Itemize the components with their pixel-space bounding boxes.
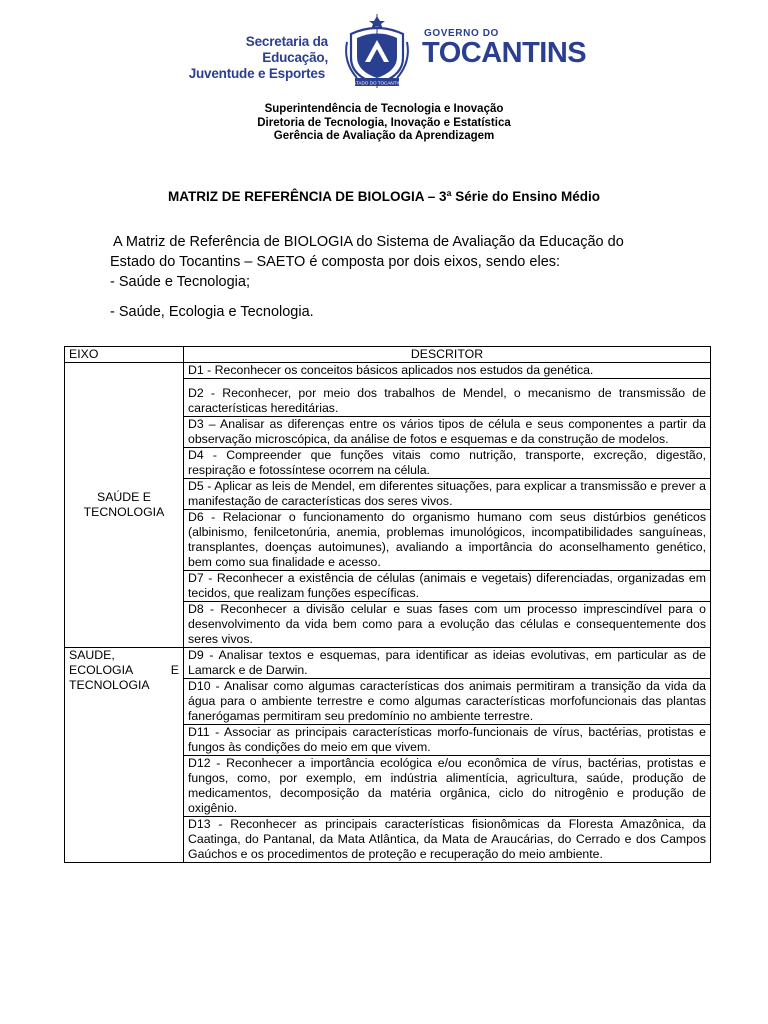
secretaria-line-2: Juventude e Esportes <box>188 66 325 81</box>
subheading-diretoria: Diretoria de Tecnologia, Inovação e Estatística <box>257 116 511 129</box>
table-header-row <box>65 347 711 363</box>
table-row <box>65 648 711 679</box>
descriptor-d8: D8 - Reconhecer a divisão celular e suas fases com um processo imprescindível para o desenvolvimento da vida bem como para a evolução das células e consequentemente dos seres vivos. <box>184 602 711 648</box>
descriptor-d9: D9 - Analisar textos e esquemas, para identificar as ideias evolutivas, em particular as de Lamarck e de Darwin. <box>184 648 711 679</box>
descriptor-d1: D1 - Reconhecer os conceitos básicos aplicados nos estudos da genética. <box>184 363 711 379</box>
eixo-saude-ecologia-tecnologia: SAUDE, ECOLOGIA E TECNOLOGIA <box>65 648 184 863</box>
intro-section <box>110 232 670 322</box>
descriptor-d7: D7 - Reconhecer a existência de células (animais e vegetais) diferenciadas, organizadas em tecidos, que realizam funções específicas. <box>184 571 711 602</box>
descriptor-d2: D2 - Reconhecer, por meio dos trabalhos de Mendel, o mecanismo de transmissão de características hereditárias. <box>184 379 711 417</box>
subheading-gerencia: Gerência de Avaliação da Aprendizagem <box>273 130 495 142</box>
tocantins-crest-icon <box>343 12 411 88</box>
department-subheadings <box>0 103 768 144</box>
crest-text: ESTADO DO TOCANTINS <box>349 80 405 86</box>
table-row <box>65 363 711 379</box>
column-header-descritor: DESCRITOR <box>184 347 711 363</box>
letterhead <box>0 10 768 90</box>
eixo-saude-tecnologia: SAÚDE E TECNOLOGIA <box>65 363 184 648</box>
descriptor-d12: D12 - Reconhecer a importância ecológica e/ou econômica de vírus, bactérias, protistas e fungos, como, por exemplo, em indústria alimentícia, agricultura, saúde, produção de medicamentos, decomposição da matéria orgânica, ciclo do nitrogênio e produção de oxigênio. <box>184 756 711 817</box>
intro-item-2: - Saúde, Ecologia e Tecnologia. <box>110 304 314 320</box>
descriptor-d3: D3 – Analisar as diferenças entre os vários tipos de célula e seus componentes a partir da observação microscópica, da análise de fotos e esquemas e da construção de modelos. <box>184 417 711 448</box>
tocantins-label: TOCANTINS <box>422 37 587 69</box>
intro-paragraph: A Matriz de Referência de BIOLOGIA do Sistema de Avaliação da Educação do Estado do Tocantins – SAETO é composta por dois eixos, sendo eles: <box>110 234 624 270</box>
descriptor-d6: D6 - Relacionar o funcionamento do organismo humano com seus distúrbios genéticos (albinismo, fenilcetonúria, anemia, problemas imunológicos, incompatibilidades sanguíneas, transplantes, doenças autoimunes), avaliando a importância do aconselhamento genético, bem como sua finalidade e acesso. <box>184 510 711 571</box>
descriptor-d10: D10 - Analisar como algumas características dos animais permitiram a transição da vida da água para o ambiente terrestre e como algumas características morfofuncionais das plantas fanerógamas permitiram seu predomínio no ambiente terrestre. <box>184 679 711 725</box>
reference-matrix-table <box>64 346 711 863</box>
descriptor-d5: D5 - Aplicar as leis de Mendel, em diferentes situações, para explicar a transmissão e prever a manifestação de características dos seres vivos. <box>184 479 711 510</box>
descriptor-d4: D4 - Compreender que funções vitais como nutrição, transporte, excreção, digestão, respiração e fotossíntese ocorrem na célula. <box>184 448 711 479</box>
descriptor-d11: D11 - Associar as principais características morfo-funcionais de vírus, bactérias, protistas e fungos às condições do meio em que vivem. <box>184 725 711 756</box>
intro-item-1: - Saúde e Tecnologia; <box>110 274 251 290</box>
document-title: MATRIZ DE REFERÊNCIA DE BIOLOGIA – 3ª Série do Ensino Médio <box>167 189 601 204</box>
descriptor-d13: D13 - Reconhecer as principais características fisionômicas da Floresta Amazônica, da Caatinga, do Pantanal, da Mata Atlântica, da Mata de Araucárias, do Cerrado e dos Campos Gaúchos e os procedimentos de proteção e recuperação do meio ambiente. <box>184 817 711 863</box>
secretaria-logo-text <box>178 34 328 82</box>
subheading-superintendencia: Superintendência de Tecnologia e Inovação <box>264 103 504 115</box>
column-header-eixo: EIXO <box>65 347 184 363</box>
governo-do-label: GOVERNO DO <box>424 28 499 39</box>
secretaria-line-1: Secretaria da Educação, <box>245 34 328 65</box>
